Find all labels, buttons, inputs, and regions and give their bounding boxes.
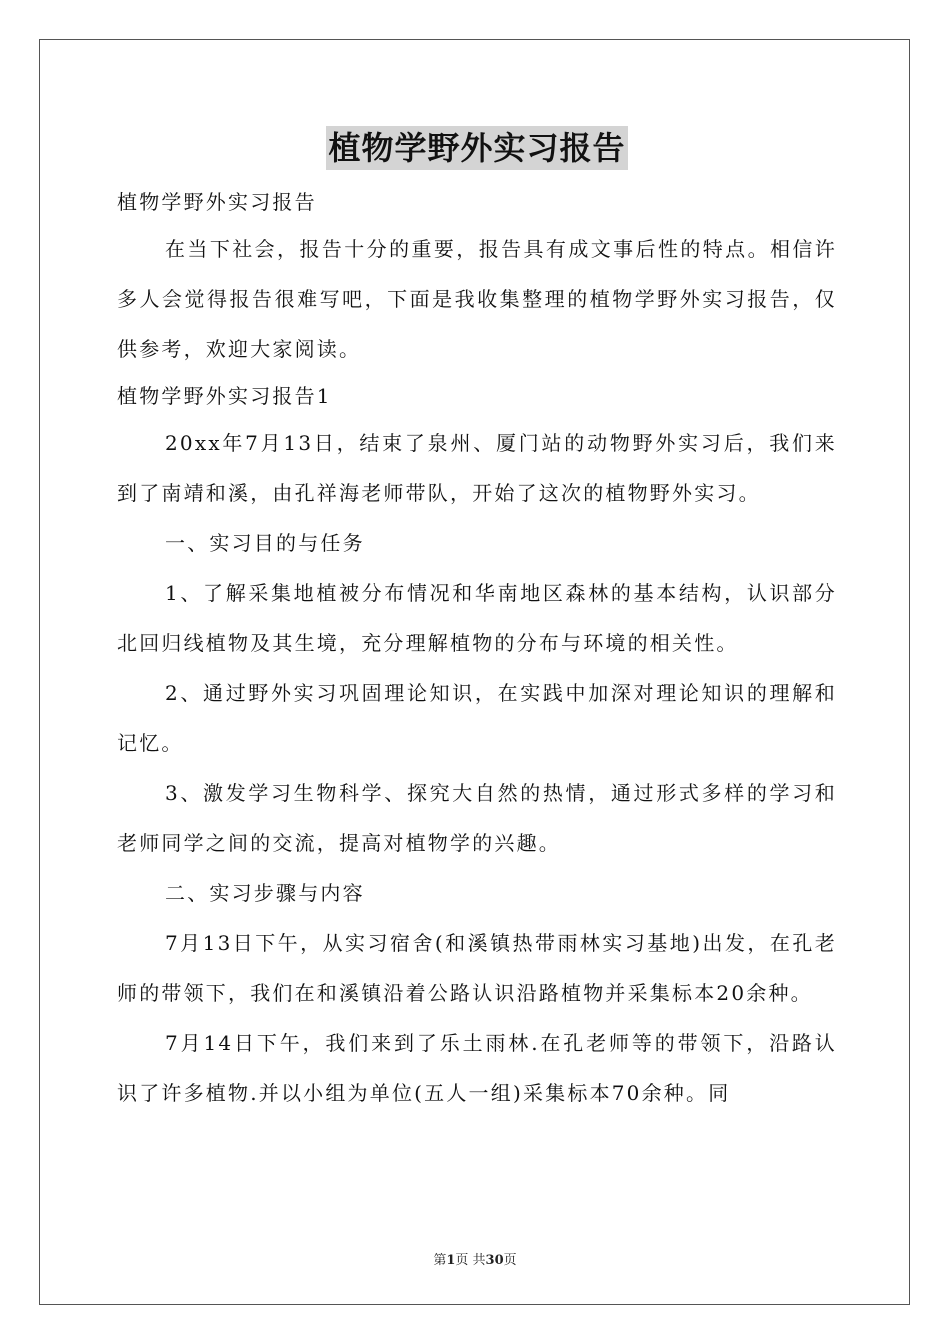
objective-item-2: 2、通过野外实习巩固理论知识，在实践中加深对理论知识的理解和记忆。	[117, 681, 837, 755]
heading-objectives: 一、实习目的与任务	[165, 531, 365, 555]
footer-suffix: 页	[503, 1253, 517, 1268]
footer-page-total: 30	[485, 1253, 504, 1268]
title-container	[117, 126, 837, 174]
section-heading: 植物学野外实习报告1	[117, 384, 332, 408]
objective-item-1: 1、了解采集地植被分布情况和华南地区森林的基本结构，认识部分北回归线植物及其生境，充分理解植物的分布与环境的相关性。	[117, 581, 837, 655]
intro-paragraph: 在当下社会，报告十分的重要，报告具有成文事后性的特点。相信许多人会觉得报告很难写吧，下面是我收集整理的植物学野外实习报告，仅供参考，欢迎大家阅读。	[117, 237, 837, 361]
paragraph-1: 20xx年7月13日，结束了泉州、厦门站的动物野外实习后，我们来到了南靖和溪，由孔祥海老师带队，开始了这次的植物野外实习。	[117, 431, 837, 505]
footer-prefix: 第	[433, 1253, 447, 1268]
document-title: 植物学野外实习报告	[326, 126, 627, 170]
objective-item-3: 3、激发学习生物科学、探究大自然的热情，通过形式多样的学习和老师同学之间的交流，提高对植物学的兴趣。	[117, 781, 837, 855]
subtitle: 植物学野外实习报告	[117, 190, 317, 214]
paragraph-2: 7月13日下午，从实习宿舍(和溪镇热带雨林实习基地)出发，在孔老师的带领下，我们在和溪镇沿着公路认识沿路植物并采集标本20余种。	[117, 931, 837, 1005]
heading-steps: 二、实习步骤与内容	[165, 881, 365, 905]
document-body	[117, 126, 837, 1118]
footer-mid: 页 共	[455, 1253, 486, 1268]
footer-page-current: 1	[446, 1253, 456, 1268]
page-footer	[0, 1249, 950, 1268]
paragraph-3: 7月14日下午，我们来到了乐土雨林.在孔老师等的带领下，沿路认识了许多植物.并以小组为单位(五人一组)采集标本70余种。同	[117, 1031, 837, 1105]
